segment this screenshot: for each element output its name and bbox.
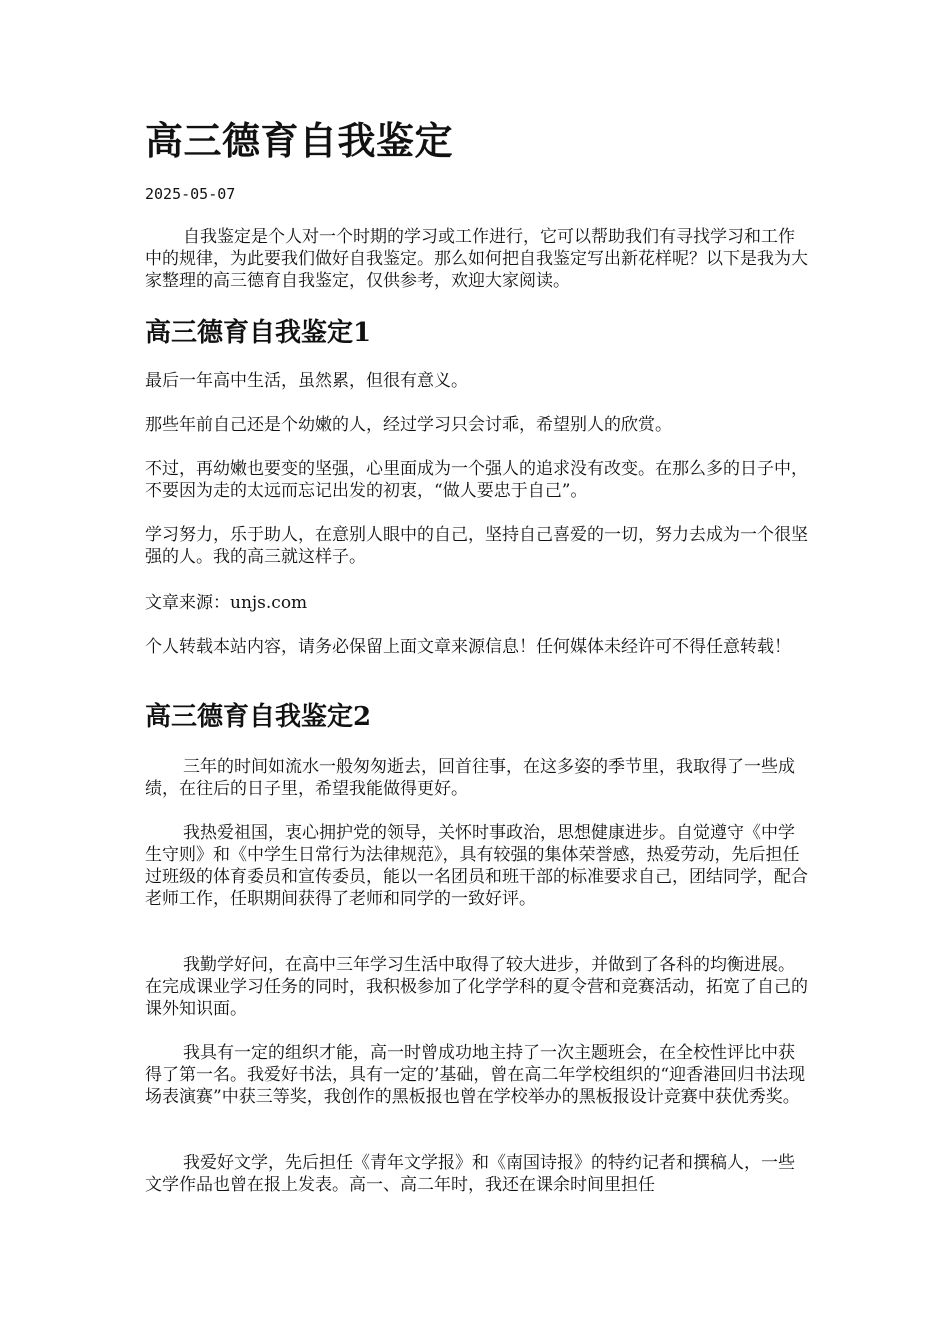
section-2-paragraph-2: 我热爱祖国，衷心拥护党的领导，关怀时事政治，思想健康进步。自觉遵守《中学生守则》和《中学生日常行为法律规范》，具有较强的集体荣誉感，热爱劳动，先后担任过班级的体育委员和宣传委员，能以一名团员和班干部的标准要求自己，团结同学，配合老师工作，任职期间获得了老师和同学的一致好评。 [145,823,808,909]
section-1-paragraph-4: 学习努力，乐于助人，在意别人眼中的自己，坚持自己喜爱的一切，努力去成为一个很坚强的人。我的高三就这样子。 [145,525,808,567]
copyright-notice: 个人转载本站内容，请务必保留上面文章来源信息！任何媒体未经许可不得任意转载！ [145,637,791,657]
section-1-paragraph-2: 那些年前自己还是个幼嫩的人，经过学习只会讨乖，希望别人的欣赏。 [145,415,672,435]
intro-paragraph: 自我鉴定是个人对一个时期的学习或工作进行，它可以帮助我们有寻找学习和工作中的规律，为此要我们做好自我鉴定。那么如何把自我鉴定写出新花样呢？以下是我为大家整理的高三德育自我鉴定，仅供参考，欢迎大家阅读。 [145,227,808,291]
section-1-heading: 高三德育自我鉴定1 [145,318,372,348]
section-2-paragraph-3: 我勤学好问，在高中三年学习生活中取得了较大进步，并做到了各科的均衡进展。在完成课业学习任务的同时，我积极参加了化学学科的夏令营和竞赛活动，拓宽了自己的课外知识面。 [145,955,808,1019]
section-2-paragraph-1: 三年的时间如流水一般匆匆逝去，回首往事，在这多姿的季节里，我取得了一些成绩，在往后的日子里，希望我能做得更好。 [145,757,795,799]
section-2-paragraph-5: 我爱好文学，先后担任《青年文学报》和《南国诗报》的特约记者和撰稿人，一些文学作品也曾在报上发表。高一、高二年时，我还在课余时间里担任 [145,1153,795,1195]
section-2-paragraph-4: 我具有一定的组织才能，高一时曾成功地主持了一次主题班会，在全校性评比中获得了第一名。我爱好书法，具有一定的’基础，曾在高二年学校组织的“迎香港回归书法现场表演赛”中获三等奖，我创作的黑板报也曾在学校举办的黑板报设计竞赛中获优秀奖。 [145,1043,806,1107]
section-2-heading: 高三德育自我鉴定2 [145,702,372,732]
section-1-paragraph-3: 不过，再幼嫩也要变的坚强，心里面成为一个强人的追求没有改变。在那么多的日子中，不要因为走的太远而忘记出发的初衷，“做人要忠于自己”。 [145,459,808,501]
section-1-paragraph-1: 最后一年高中生活，虽然累，但很有意义。 [145,371,468,391]
page-title: 高三德育自我鉴定 [145,118,454,163]
publish-date: 2025-05-07 [145,185,236,203]
source-line: 文章来源：unjs.com [145,593,308,613]
